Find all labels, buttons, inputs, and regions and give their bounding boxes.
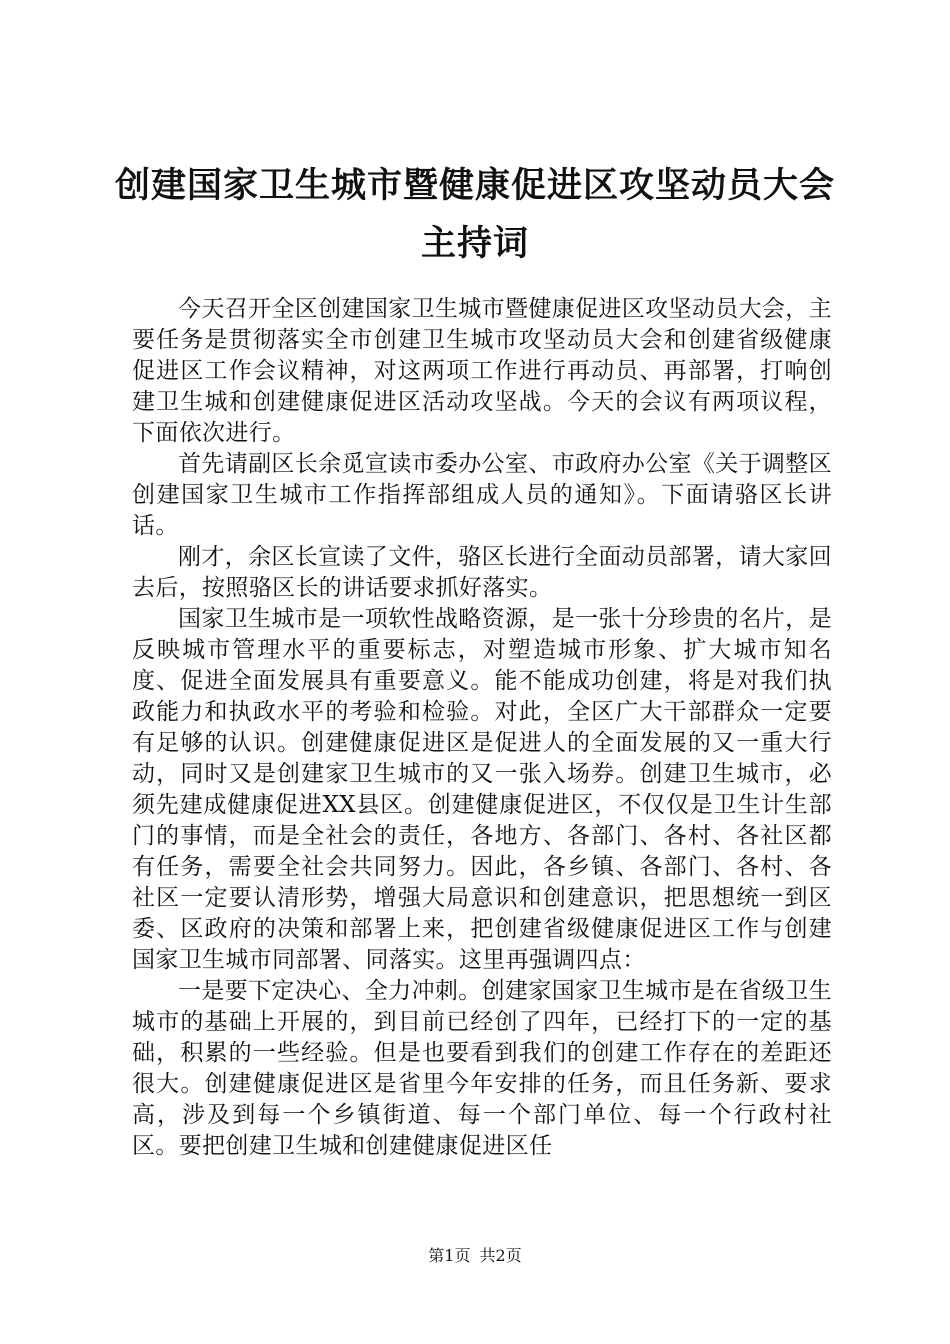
- document-title-line-2: 主持词: [420, 223, 529, 264]
- document-title-line-1: 创建国家卫生城市暨健康促进区攻坚动员大会: [114, 165, 835, 206]
- paragraph-opening: 今天召开全区创建国家卫生城市暨健康促进区攻坚动员大会，主要任务是贯彻落实全市创建卫生城市攻坚动员大会和创建省级健康促进区工作会议精神，对这两项工作进行再动员、再部署，打响创建卫生城和创建健康促进区活动攻坚战。今天的会议有两项议程，下面依次进行。: [132, 296, 832, 446]
- document-body: [132, 294, 832, 1162]
- page-footer: 第1页 共2页: [428, 1246, 522, 1265]
- paragraph-point-one: 一是要下定决心、全力冲刺。创建家国家卫生城市是在省级卫生城市的基础上开展的，到目前已经创了四年，已经打下的一定的基础，积累的一些经验。但是也要看到我们的创建工作存在的差距还很大。创建健康促进区是省里今年安排的任务，而且任务新、要求高，涉及到每一个乡镇街道、每一个部门单位、每一个行政村社区。要把创建卫生城和创建健康促进区任: [132, 978, 832, 1159]
- paragraph-significance: 国家卫生城市是一项软性战略资源，是一张十分珍贵的名片，是反映城市管理水平的重要标志，对塑造城市形象、扩大城市知名度、促进全面发展具有重要意义。能不能成功创建，将是对我们执政能力和执政水平的考验和检验。对此，全区广大干部群众一定要有足够的认识。创建健康促进区是促进人的全面发展的又一重大行动，同时又是创建家卫生城市的又一张入场券。创建卫生城市，必须先建成健康促进XX县区。创建健康促进区，不仅仅是卫生计生部门的事情，而是全社会的责任，各地方、各部门、各村、各社区都有任务，需要全社会共同努力。因此，各乡镇、各部门、各村、各社区一定要认清形势，增强大局意识和创建意识，把思想统一到区委、区政府的决策和部署上来，把创建省级健康促进区工作与创建国家卫生城市同部署、同落实。这里再强调四点：: [132, 606, 832, 973]
- paragraph-agenda: 首先请副区长余觅宣读市委办公室、市政府办公室《关于调整区创建国家卫生城市工作指挥部组成人员的通知》。下面请骆区长讲话。: [132, 451, 832, 539]
- paragraph-summary: 刚才，余区长宣读了文件，骆区长进行全面动员部署，请大家回去后，按照骆区长的讲话要求抓好落实。: [132, 544, 832, 601]
